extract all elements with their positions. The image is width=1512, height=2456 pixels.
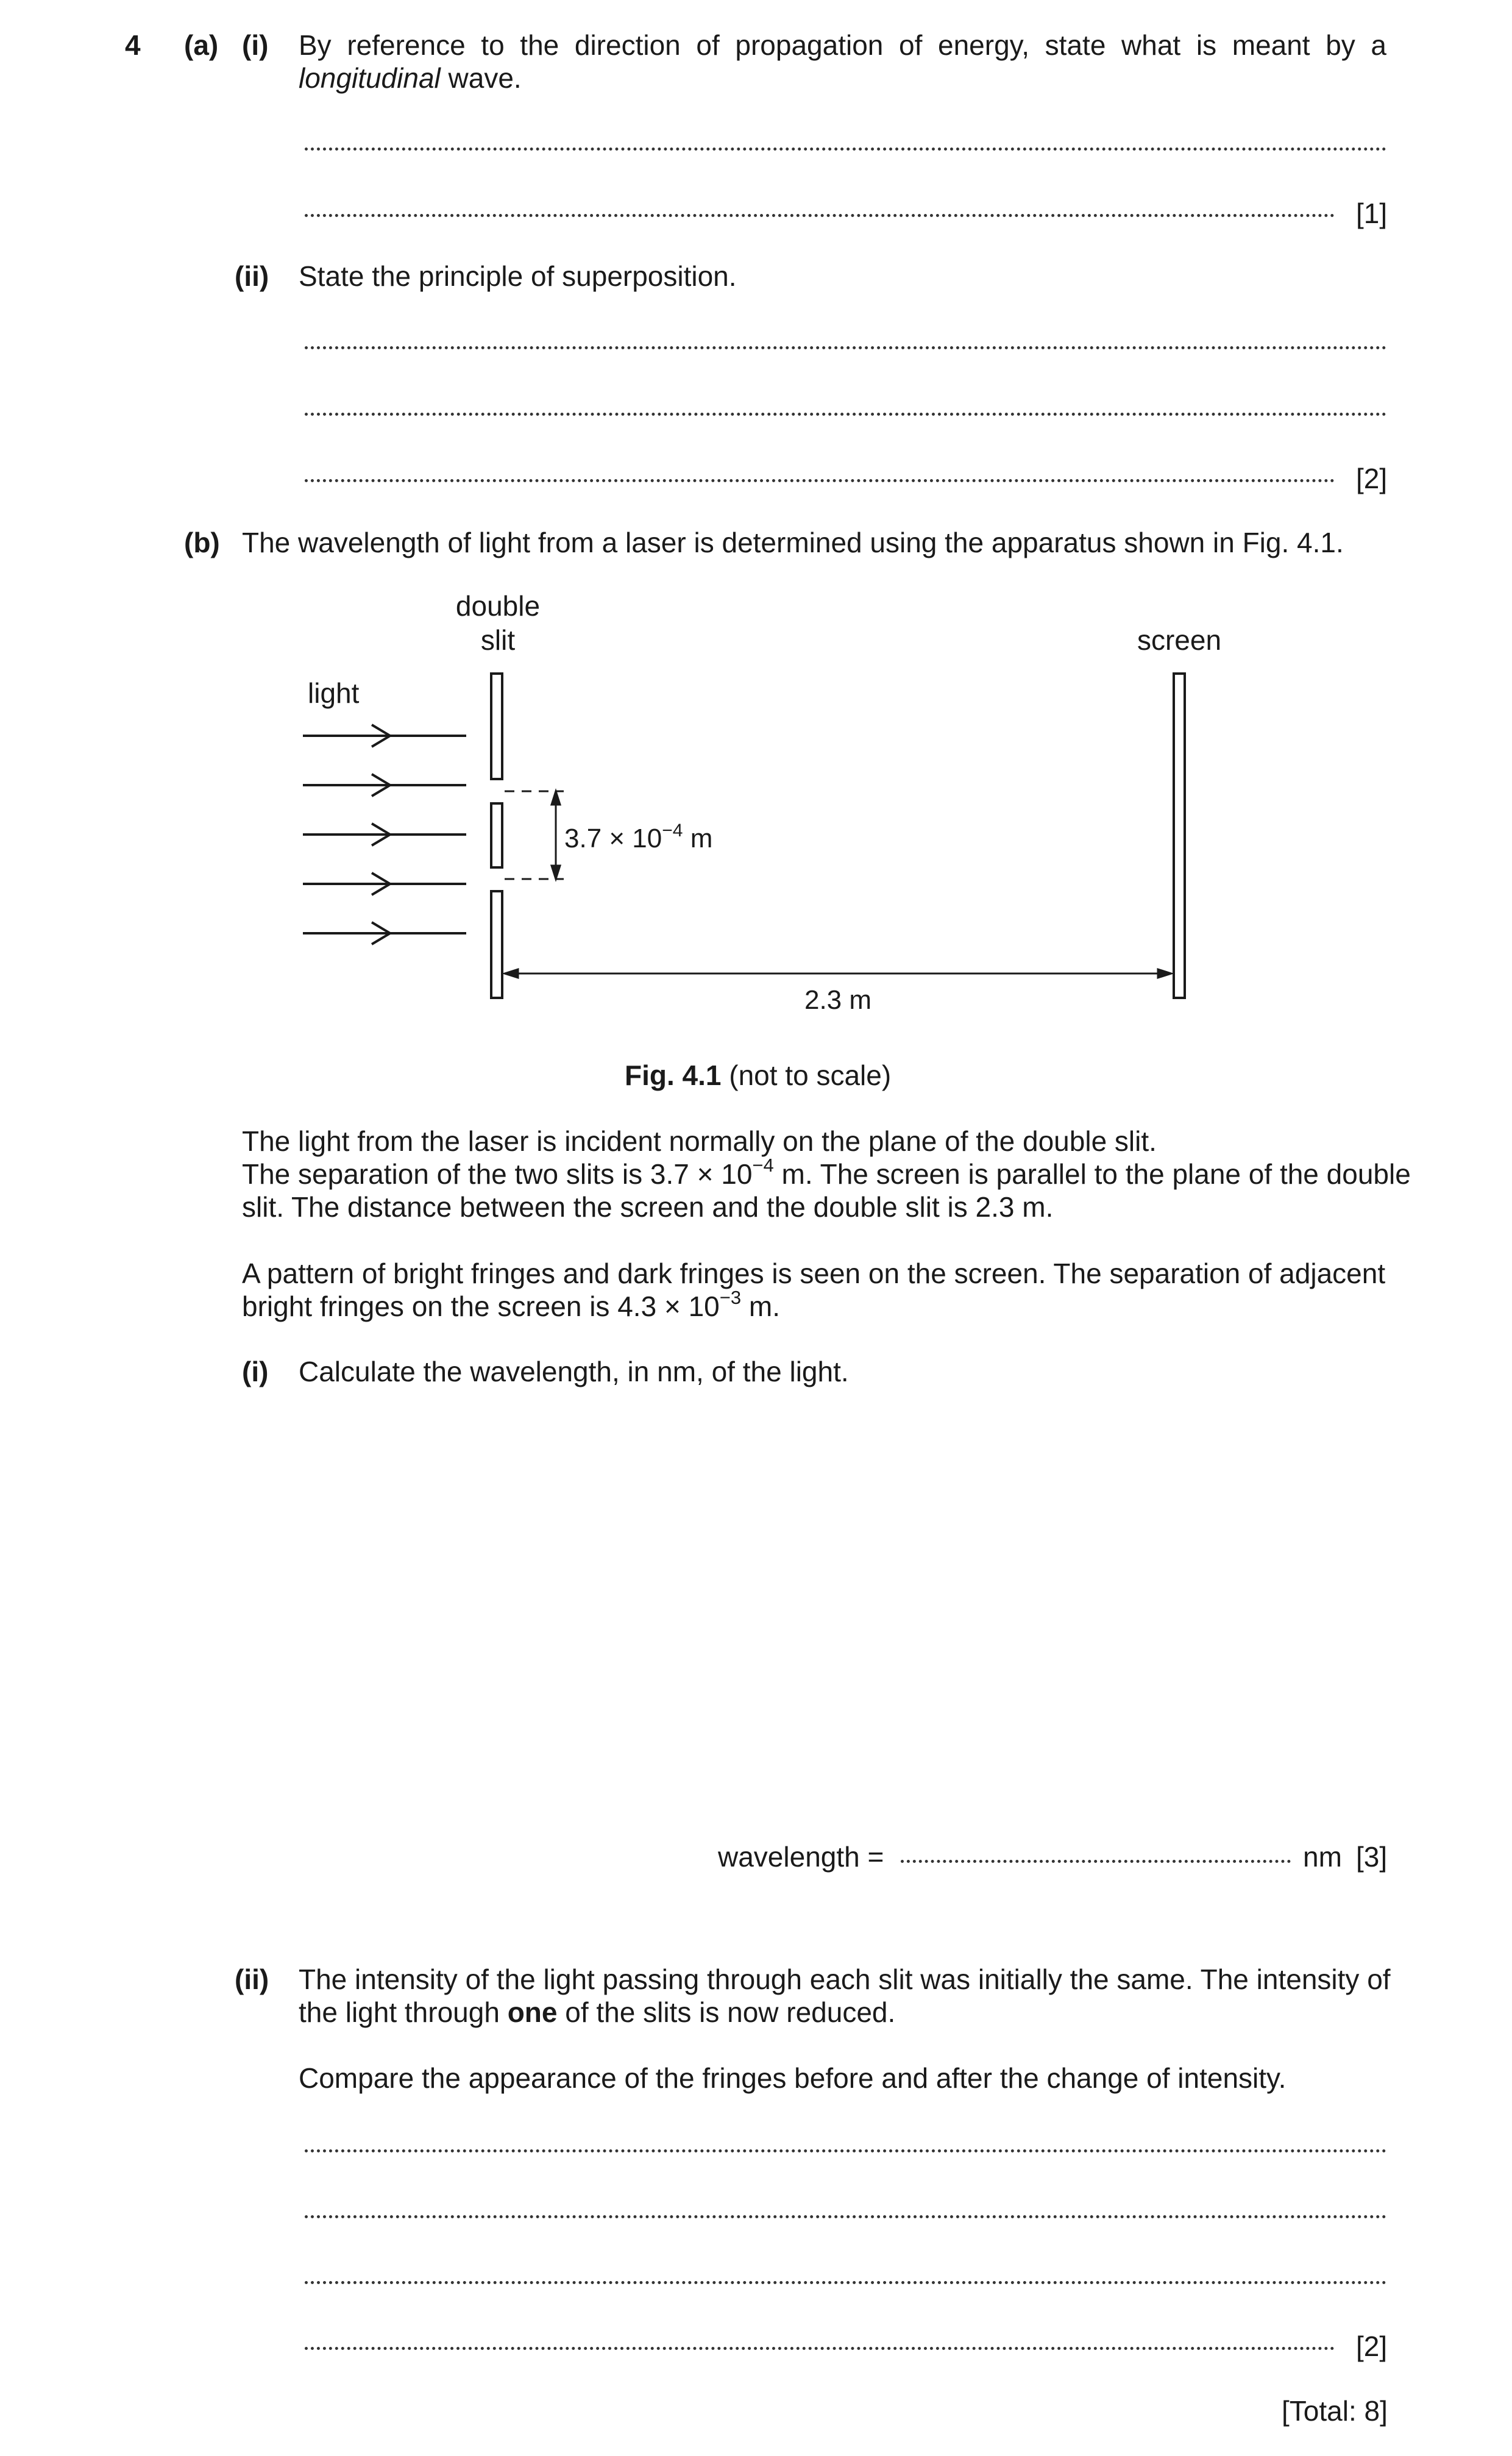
- part-a-i-text-line1: By reference to the direction of propagation of energy, state what is meant by a: [299, 29, 1386, 61]
- marks-a-i: [1]: [1356, 198, 1388, 229]
- part-a-ii-text: State the principle of superposition.: [299, 260, 737, 292]
- light-rays: [303, 725, 466, 944]
- line2-a: the light through: [299, 1996, 508, 2028]
- caption-bold: Fig. 4.1: [625, 1059, 722, 1091]
- line2-rest: wave.: [440, 62, 522, 94]
- slit-separation-label: $3.7 \times 10^{-4}$ m: [564, 820, 713, 853]
- distance-arrow: [505, 969, 1171, 978]
- part-b-ii-line2: [299, 1996, 895, 2029]
- total-marks: [Total: 8]: [1282, 2395, 1388, 2427]
- part-b-i-label: (i): [242, 1356, 269, 1387]
- answer-line[interactable]: [305, 2149, 1386, 2152]
- para2-line2: [242, 1286, 781, 1323]
- line2-bold: one: [507, 1996, 558, 2028]
- part-b-ii-label: (ii): [235, 1963, 269, 1995]
- double-slit-barrier: [491, 674, 502, 998]
- screen: [1174, 674, 1185, 998]
- para1-exponent: −4: [752, 1154, 774, 1176]
- line2-b: of the slits is now reduced.: [557, 1996, 896, 2028]
- figure-4-1-apparatus: [0, 0, 1512, 1097]
- para1-line2-b: m. The screen is parallel to the plane of the double: [773, 1158, 1411, 1190]
- part-a-i-label: (i): [242, 29, 269, 61]
- part-b-intro: The wavelength of light from a laser is determined using the apparatus shown in Fig. 4.1.: [242, 527, 1344, 558]
- barrier-bottom: [491, 891, 502, 998]
- label-slit: slit: [480, 624, 516, 656]
- barrier-middle: [491, 803, 502, 867]
- part-b-i-text: Calculate the wavelength, in nm, of the light.: [299, 1356, 849, 1387]
- italic-term: longitudinal: [299, 62, 441, 94]
- para1-line2-a: The separation of the two slits is 3.7 × 10: [242, 1158, 753, 1190]
- para1-line1: The light from the laser is incident normally on the plane of the double slit.: [242, 1125, 1157, 1157]
- wavelength-unit: nm: [1303, 1841, 1342, 1873]
- wavelength-label: wavelength =: [718, 1841, 884, 1873]
- part-b-label: (b): [184, 527, 220, 558]
- para2-exponent: −3: [719, 1286, 742, 1308]
- figure-caption: [625, 1059, 891, 1092]
- label-screen: screen: [1137, 624, 1222, 656]
- answer-line[interactable]: [305, 2281, 1386, 2284]
- marks-a-ii: [2]: [1356, 463, 1388, 494]
- para1-line2: [242, 1154, 1411, 1191]
- barrier-top: [491, 674, 502, 779]
- answer-line[interactable]: [305, 2347, 1335, 2350]
- para1-line3: slit. The distance between the screen and the double slit is 2.3 m.: [242, 1191, 1054, 1223]
- part-a-ii-label: (ii): [235, 260, 269, 292]
- marks-b-i: [3]: [1356, 1841, 1388, 1873]
- part-b-ii-line3: Compare the appearance of the fringes before and after the change of intensity.: [299, 2062, 1287, 2094]
- slit-separation-arrow: [552, 791, 560, 879]
- para2-line2-a: bright fringes on the screen is 4.3 × 10: [242, 1290, 720, 1322]
- caption-rest: (not to scale): [721, 1059, 892, 1091]
- answer-line[interactable]: [305, 2215, 1386, 2218]
- distance-label: 2.3 m: [804, 985, 872, 1015]
- label-double: double: [455, 590, 541, 622]
- part-b-ii-line1: The intensity of the light passing through each slit was initially the same. The intensity of: [299, 1963, 1391, 1995]
- wavelength-answer-field[interactable]: [901, 1860, 1291, 1863]
- para2-line2-b: m.: [741, 1290, 781, 1322]
- part-a-label: (a): [184, 29, 219, 61]
- marks-b-ii: [2]: [1356, 2330, 1388, 2362]
- label-light: light: [308, 677, 360, 709]
- para2-line1: A pattern of bright fringes and dark fringes is seen on the screen. The separation of adjacent: [242, 1258, 1386, 1289]
- question-number: 4: [125, 29, 141, 61]
